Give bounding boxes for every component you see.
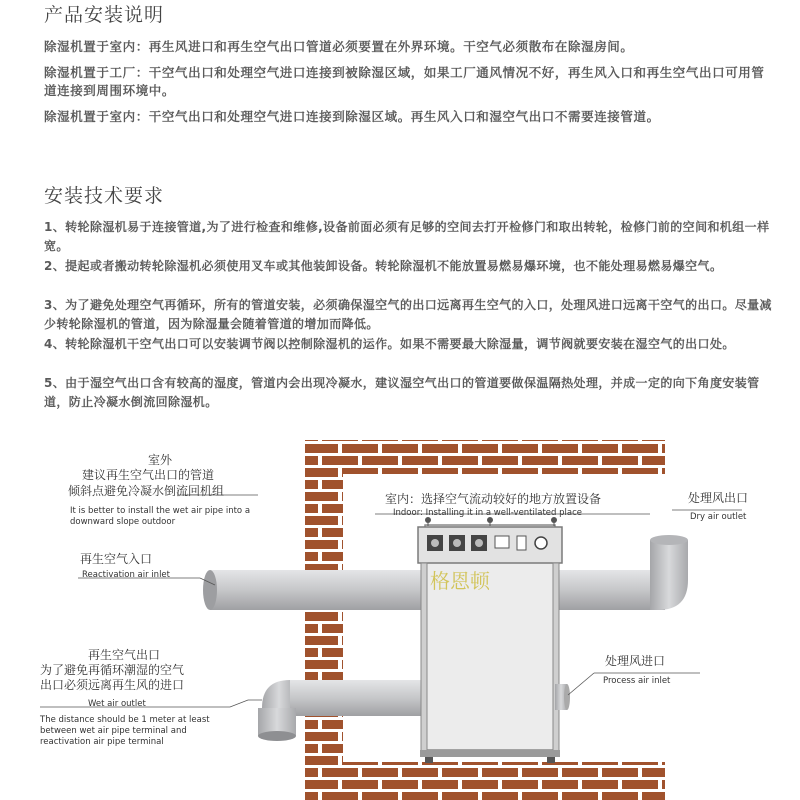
install-paragraph-3: 除湿机置于室内：干空气出口和处理空气进口连接到除湿区域。再生风入口和湿空气出口不需要连接管道。 [44,109,660,124]
dry-air-outlet-pipe [555,570,665,610]
outdoor-note-en-1: It is better to install the wet air pipe into a [70,506,251,516]
outdoor-note-en-2: downward slope outdoor [70,517,176,527]
section-title-requirements: 安装技术要求 [44,185,165,207]
wall-top [305,440,665,474]
indoor-label: 室内：选择空气流动较好的地方放置设备 [385,492,602,506]
reactivation-outlet-note-1: 为了避免再循环潮湿的空气 [40,663,185,677]
brand-watermark: 格恩顿 [430,569,490,593]
reactivation-inlet-pipe [210,570,425,610]
wet-outlet-note-en-3: reactivation air pipe terminal [40,737,164,747]
requirement-item-2: 2、提起或者搬动转轮除湿机必须使用叉车或其他装卸设备。转轮除湿机不能放置易燃易爆环境，也不能处理易燃易爆空气。 [44,259,723,273]
indoor-label-en: Indoor: Installing it in a well-ventilated place [393,508,582,518]
wet-outlet-note-en-2: between wet air pipe terminal and [40,726,187,736]
install-paragraph-2: 除湿机置于工厂：干空气出口和处理空气进口连接到被除湿区域，如果工厂通风情况不好，再生风入口和再生空气出口可用管道连接到周围环境中。 [44,65,765,98]
outdoor-note-line-2: 倾斜点避免冷凝水倒流回机组 [68,484,225,498]
process-inlet-label-en: Process air inlet [603,676,671,686]
install-paragraph-1: 除湿机置于室内：再生风进口和再生空气出口管道必须要置在外界环境。干空气必须散布在除湿房间。 [44,39,634,54]
requirement-item-4: 4、转轮除湿机干空气出口可以安装调节阀以控制除湿机的运作。如果不需要最大除湿量，调节阀就要安装在湿空气的出口处。 [44,337,735,351]
wet-outlet-label-en: Wet air outlet [88,699,146,709]
wet-outlet-note-en-1: The distance should be 1 meter at least [40,715,210,725]
reactivation-outlet-note-2: 出口必须远离再生风的进口 [40,678,185,692]
wet-air-outlet-pipe [290,680,425,716]
requirement-item-1: 1、转轮除湿机易于连接管道,为了进行检查和维修,设备前面必须有足够的空间去打开检修门和取出转轮，检修门前的空间和机组一样宽。 [44,220,770,253]
outdoor-label: 室外 [148,453,173,467]
process-inlet-label: 处理风进口 [605,654,666,668]
outdoor-note-line-1: 建议再生空气出口的管道 [82,468,215,482]
section-title-install: 产品安装说明 [44,4,165,26]
dry-outlet-label: 处理风出口 [688,491,749,505]
wall-bottom [305,762,665,800]
requirement-item-5: 5、由于湿空气出口含有较高的湿度，管道内会出现冷凝水，建议湿空气出口的管道要做保温隔热处理，并成一定的向下角度安装管道，防止冷凝水倒流回除湿机。 [44,376,760,409]
installation-diagram [0,430,800,800]
reactivation-inlet-label: 再生空气入口 [80,552,153,566]
reactivation-inlet-label-en: Reactivation air inlet [82,570,170,580]
requirement-item-3: 3、为了避免处理空气再循环，所有的管道安装，必须确保湿空气的出口远离再生空气的入口，处理风进口远离干空气的出口。尽量减少转轮除湿机的管道，因为除湿量会随着管道的增加而降低。 [44,298,772,331]
dry-outlet-label-en: Dry air outlet [690,512,747,522]
reactivation-outlet-label: 再生空气出口 [88,648,161,662]
